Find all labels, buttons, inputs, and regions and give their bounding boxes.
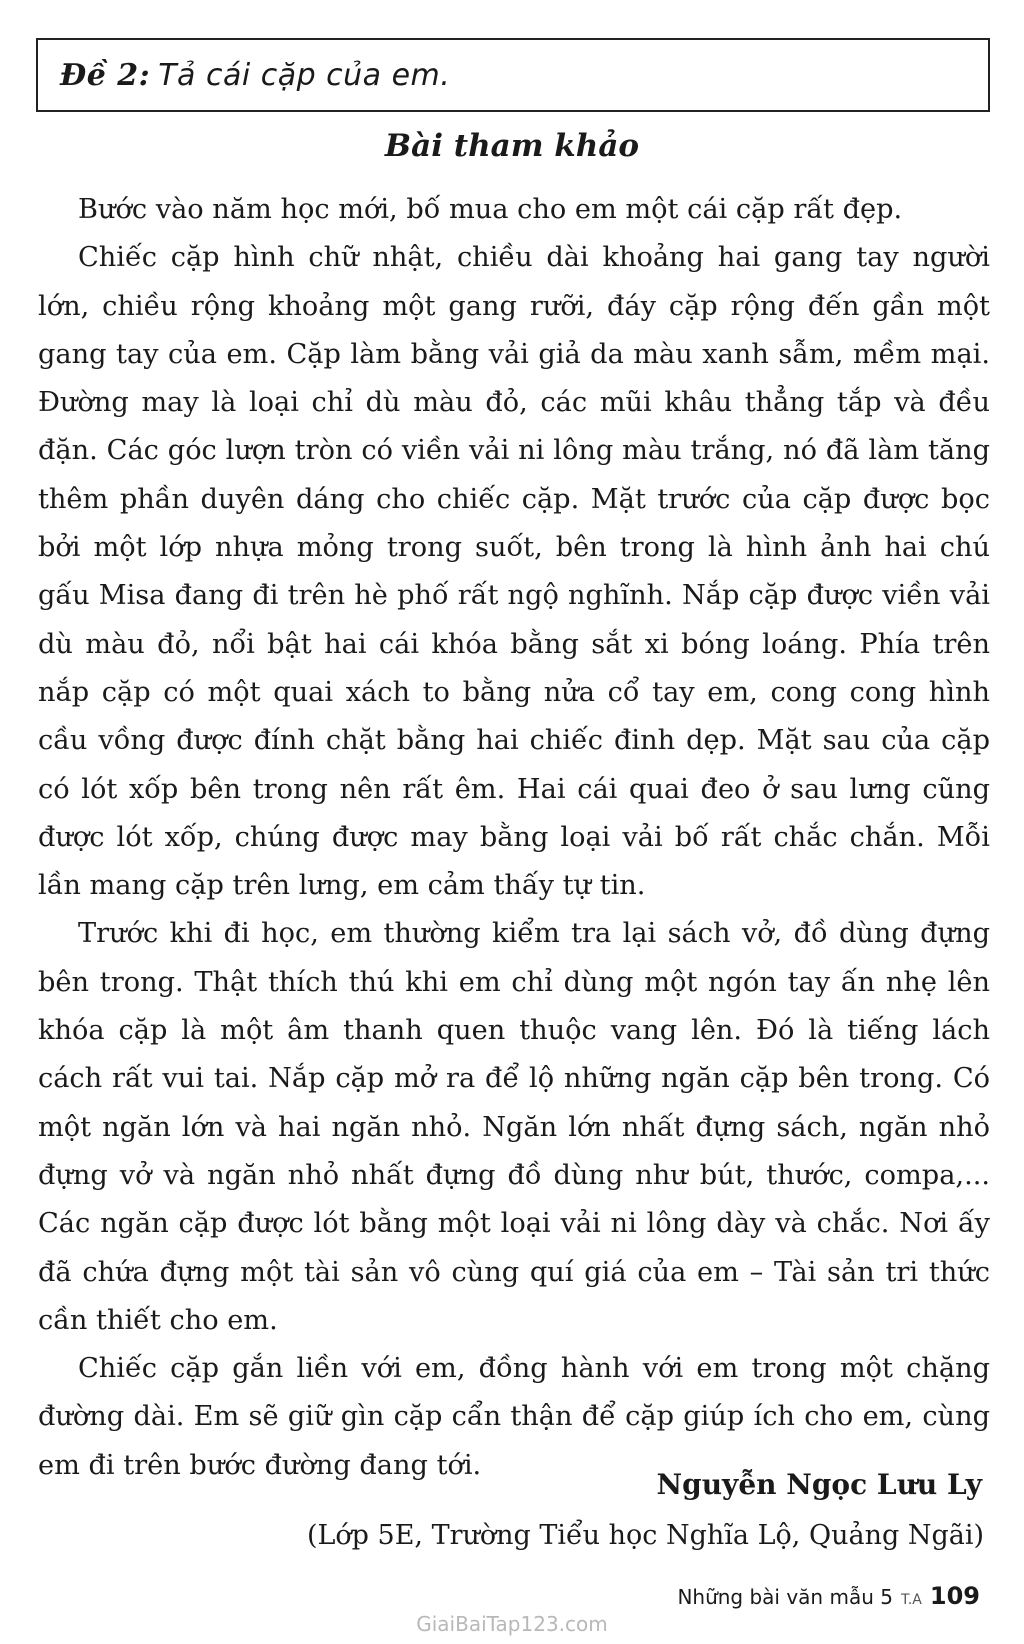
- prompt-label: Đề 2:: [60, 57, 151, 93]
- watermark: GiaiBaiTap123.com: [416, 1612, 608, 1636]
- author-school: (Lớp 5E, Trường Tiểu học Nghĩa Lộ, Quảng Ngãi): [306, 1520, 984, 1551]
- author-name: Nguyễn Ngọc Lưu Ly: [656, 1468, 982, 1501]
- section-title: Bài tham khảo: [384, 128, 640, 164]
- book-title: Những bài văn mẫu 5: [677, 1585, 893, 1609]
- prompt-text: Tả cái cặp của em.: [158, 57, 451, 93]
- essay-paragraph: Bước vào năm học mới, bố mua cho em một cái cặp rất đẹp.: [78, 194, 903, 225]
- prompt-box: [36, 38, 990, 112]
- page-footer: [677, 1582, 980, 1610]
- essay-paragraph: Chiếc cặp hình chữ nhật, chiều dài khoảng hai gang tay người lớn, chiều rộng khoảng một gang rưỡi, đáy cặp rộng đến gần một gang tay của em. Cặp làm bằng vải giả da màu xanh sẫm, mềm mại. Đường may là loại chỉ dù màu đỏ, các mũi khâu thẳng tắp và đều đặn. Các góc lượn tròn có viền vải ni lông màu trắng, nó đã làm tăng thêm phần duyên dáng cho chiếc cặp. Mặt trước của cặp được bọc bởi một lớp nhựa mỏng trong suốt, bên trong là hình ảnh hai chú gấu Misa đang đi trên hè phố rất ngộ nghĩnh. Nắp cặp được viền vải dù màu đỏ, nổi bật hai cái khóa bằng sắt xi bóng loáng. Phía trên nắp cặp có một quai xách to bằng nửa cổ tay em, cong cong hình cầu vồng được đính chặt bằng hai chiếc đinh dẹp. Mặt sau của cặp có lót xốp bên trong nên rất êm. Hai cái quai đeo ở sau lưng cũng được lót xốp, chúng được may bằng loại vải bố rất chắc chắn. Mỗi lần mang cặp trên lưng, em cảm thấy tự tin.: [38, 242, 990, 902]
- essay-paragraph: Chiếc cặp gắn liền với em, đồng hành với em trong một chặng đường dài. Em sẽ giữ gìn cặp cẩn thận để cặp giúp ích cho em, cùng em đi trên bước đường đang tới.: [38, 1353, 990, 1481]
- page-number: 109: [929, 1582, 980, 1610]
- essay-paragraph: Trước khi đi học, em thường kiểm tra lại sách vở, đồ dùng đựng bên trong. Thật thích thú khi em chỉ dùng một ngón tay ấn nhẹ lên khóa cặp là một âm thanh quen thuộc vang lên. Đó là tiếng lách cách rất vui tai. Nắp cặp mở ra để lộ những ngăn cặp bên trong. Có một ngăn lớn và hai ngăn nhỏ. Ngăn lớn nhất đựng sách, ngăn nhỏ đựng vở và ngăn nhỏ nhất đựng đồ dùng như bút, thước, compa,... Các ngăn cặp được lót bằng một loại vải ni lông dày và chắc. Nơi ấy đã chứa đựng một tài sản vô cùng quí giá của em – Tài sản tri thức cần thiết cho em.: [38, 918, 990, 1336]
- footer-mark: T.A: [900, 1592, 922, 1608]
- essay-body: [38, 186, 990, 1490]
